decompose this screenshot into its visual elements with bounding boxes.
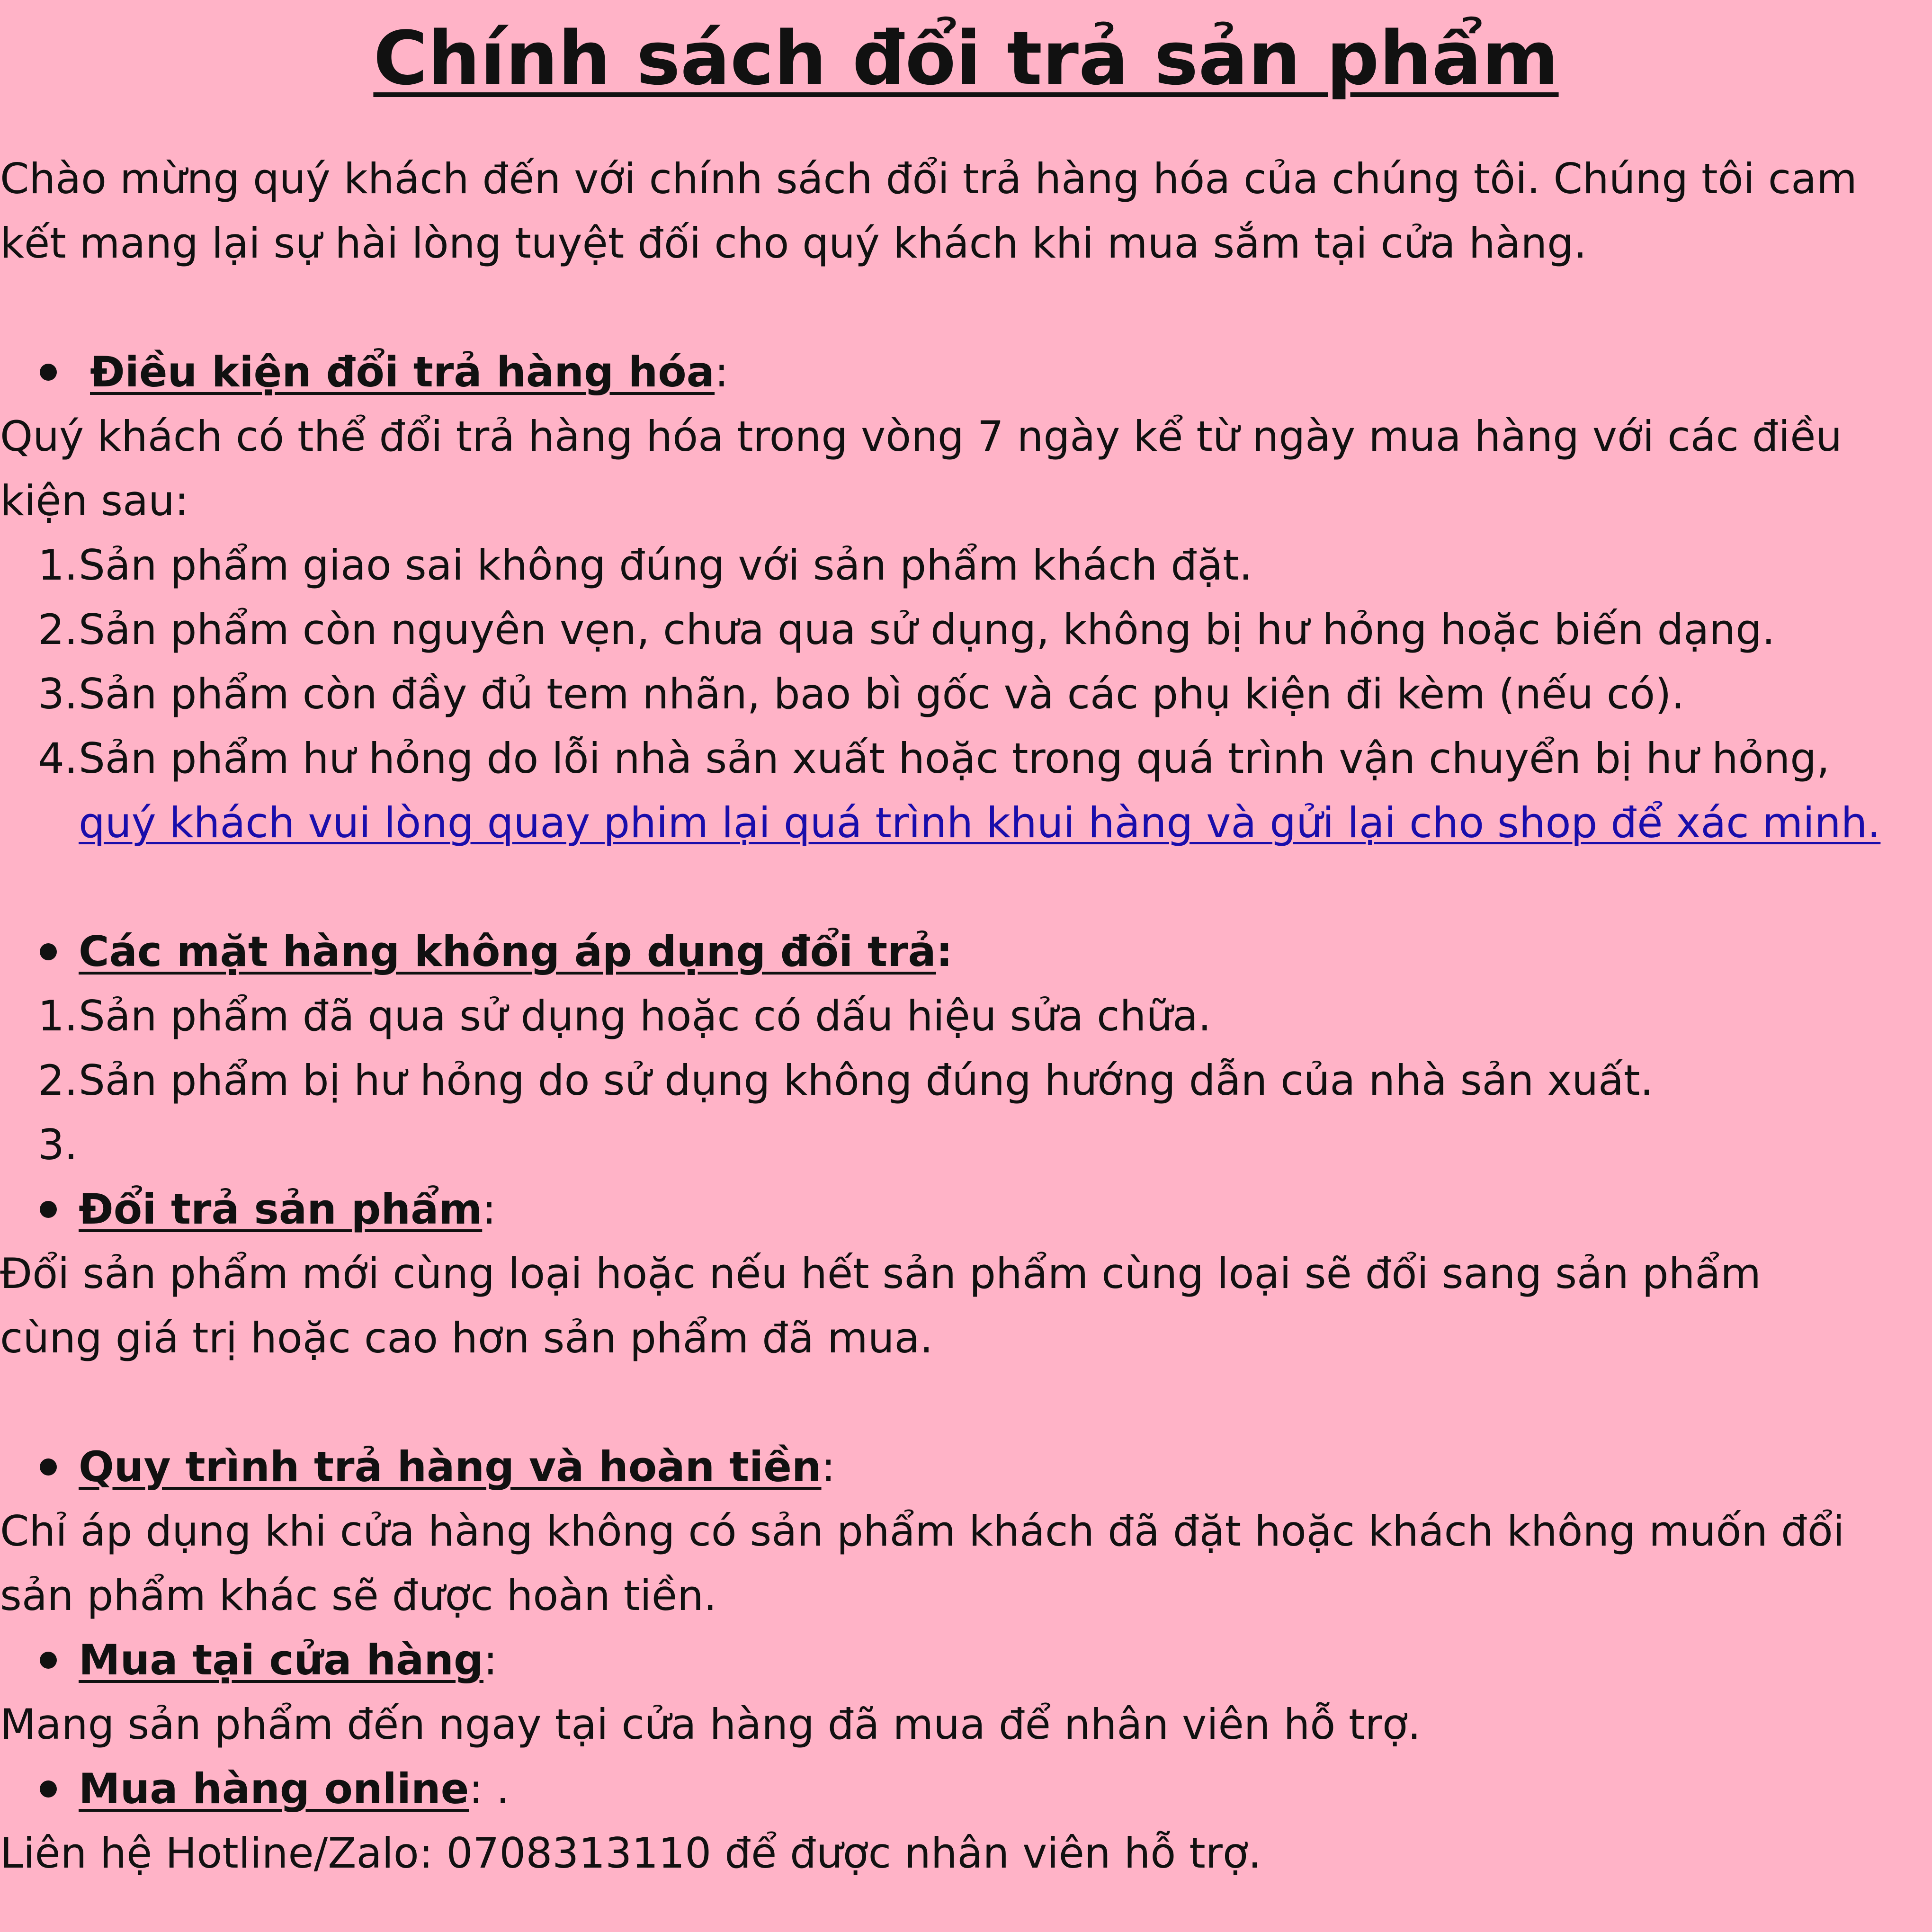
- intro-line: Chào mừng quý khách đến với chính sách đổi trả hàng hóa của chúng tôi. Chúng tôi cam: [0, 154, 1857, 203]
- list-number: 3.: [38, 670, 78, 718]
- bullet-item: [0, 1757, 1932, 1821]
- section-exchange: [0, 1177, 1932, 1370]
- list-number: 2.: [38, 1056, 78, 1105]
- list-text: Sản phẩm còn đầy đủ tem nhãn, bao bì gốc và các phụ kiện đi kèm (nếu có).: [79, 670, 1685, 718]
- heading-colon: : .: [469, 1764, 510, 1813]
- section-heading: Mua tại cửa hàng: [79, 1636, 483, 1684]
- list-item: [0, 598, 1932, 662]
- list-number: 2.: [38, 605, 78, 654]
- heading-colon: :: [821, 1442, 836, 1491]
- list-item: [0, 726, 1932, 855]
- bullet-item: [0, 1177, 1932, 1242]
- section-exclusions: [0, 920, 1932, 1177]
- list-item: [0, 533, 1932, 598]
- bullet-item: [0, 340, 1932, 404]
- list-text: Sản phẩm hư hỏng do lỗi nhà sản xuất hoặc trong quá trình vận chuyển bị hư hỏng,: [79, 734, 1830, 783]
- section-description: kiện sau:: [0, 476, 189, 525]
- list-text: Sản phẩm bị hư hỏng do sử dụng không đúng hướng dẫn của nhà sản xuất.: [79, 1056, 1654, 1105]
- section-in-store: [0, 1628, 1932, 1757]
- bullet-icon: [40, 364, 57, 381]
- section-description: cùng giá trị hoặc cao hơn sản phẩm đã mua.: [0, 1314, 933, 1362]
- verification-link[interactable]: quý khách vui lòng quay phim lại quá trình khui hàng và gửi lại cho shop để xác minh.: [79, 798, 1881, 847]
- bullet-item: [0, 1435, 1932, 1499]
- section-description: Đổi sản phẩm mới cùng loại hoặc nếu hết sản phẩm cùng loại sẽ đổi sang sản phẩm: [0, 1249, 1761, 1298]
- spacer: [0, 276, 1932, 340]
- section-online: [0, 1757, 1932, 1886]
- contact-hotline: Liên hệ Hotline/Zalo: 0708313110 để được nhân viên hỗ trợ.: [0, 1829, 1261, 1878]
- section-heading: Điều kiện đổi trả hàng hóa: [90, 348, 715, 396]
- section-heading: Các mặt hàng không áp dụng đổi trả: [79, 927, 936, 976]
- bullet-icon: [40, 943, 57, 960]
- list-text: Sản phẩm đã qua sử dụng hoặc có dấu hiệu sửa chữa.: [79, 992, 1211, 1040]
- heading-colon: :: [936, 927, 953, 976]
- list-number: 1.: [38, 992, 78, 1040]
- list-number: 3.: [38, 1120, 78, 1169]
- intro-paragraph: [0, 147, 1932, 276]
- list-text: Sản phẩm giao sai không đúng với sản phẩm khách đặt.: [79, 541, 1252, 590]
- section-refund: [0, 1435, 1932, 1628]
- page-title: Chính sách đổi trả sản phẩm: [373, 15, 1559, 101]
- list-number: 1.: [38, 541, 78, 590]
- spacer: [0, 1370, 1932, 1435]
- heading-colon: :: [482, 1185, 496, 1234]
- section-conditions: [0, 340, 1932, 855]
- list-item: [0, 1113, 1932, 1177]
- intro-line: kết mang lại sự hài lòng tuyệt đối cho quý khách khi mua sắm tại cửa hàng.: [0, 219, 1587, 268]
- section-description: Mang sản phẩm đến ngay tại cửa hàng đã mua để nhân viên hỗ trợ.: [0, 1700, 1421, 1749]
- section-heading: Đổi trả sản phẩm: [79, 1185, 483, 1234]
- list-number: 4.: [38, 734, 78, 783]
- section-description: sản phẩm khác sẽ được hoàn tiền.: [0, 1571, 717, 1620]
- list-item: [0, 984, 1932, 1048]
- section-heading: Mua hàng online: [79, 1764, 469, 1813]
- section-heading: Quy trình trả hàng và hoàn tiền: [79, 1442, 822, 1491]
- list-item: [0, 662, 1932, 726]
- spacer: [0, 855, 1932, 920]
- section-description: Chỉ áp dụng khi cửa hàng không có sản phẩm khách đã đặt hoặc khách không muốn đổi: [0, 1507, 1845, 1556]
- heading-colon: :: [715, 348, 729, 396]
- list-text: Sản phẩm còn nguyên vẹn, chưa qua sử dụng, không bị hư hỏng hoặc biến dạng.: [79, 605, 1775, 654]
- bullet-item: [0, 1628, 1932, 1692]
- heading-colon: :: [483, 1636, 498, 1684]
- bullet-icon: [40, 1780, 57, 1798]
- bullet-item: [0, 920, 1932, 984]
- bullet-icon: [40, 1652, 57, 1669]
- bullet-icon: [40, 1458, 57, 1476]
- section-description: Quý khách có thể đổi trả hàng hóa trong vòng 7 ngày kể từ ngày mua hàng với các điều: [0, 412, 1843, 461]
- bullet-icon: [40, 1201, 57, 1218]
- list-item: [0, 1048, 1932, 1113]
